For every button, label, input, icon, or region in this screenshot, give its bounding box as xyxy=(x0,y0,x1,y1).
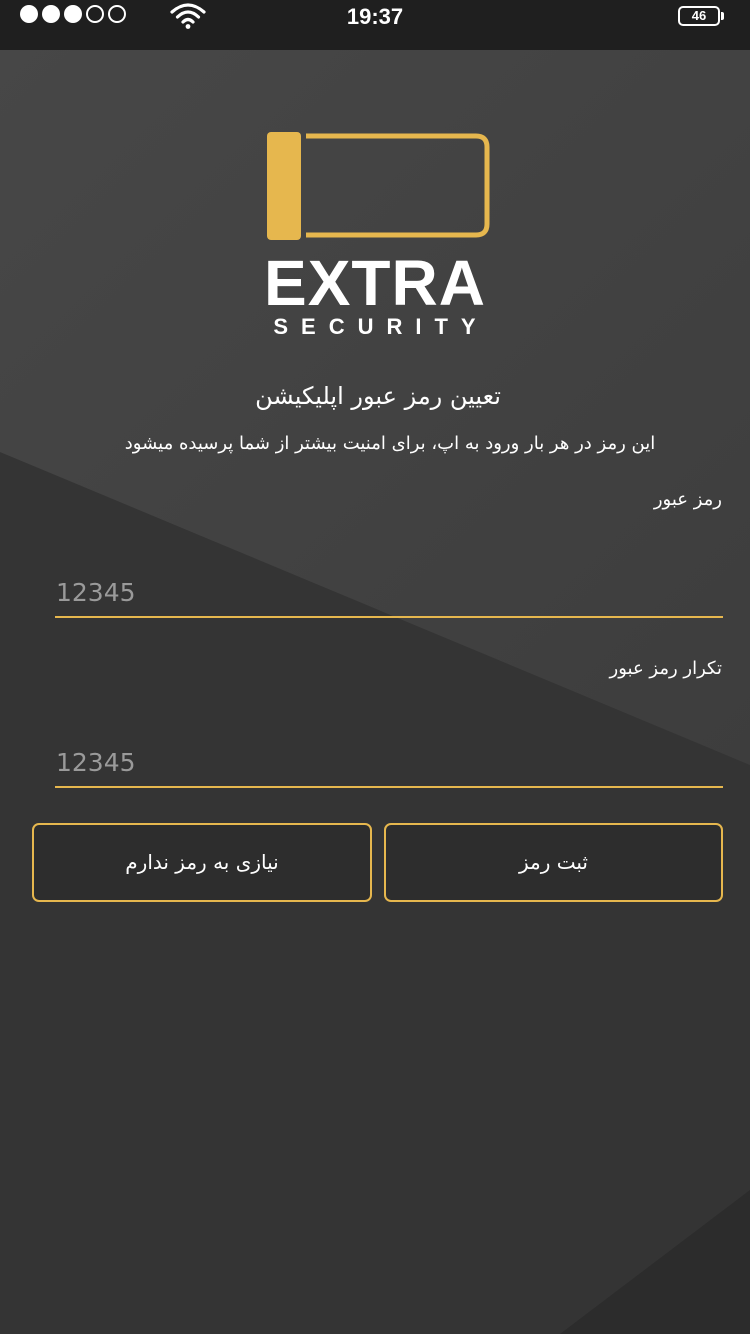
battery-tip xyxy=(721,12,724,20)
status-bar xyxy=(0,0,750,50)
password-label: رمز عبور xyxy=(653,489,722,510)
status-time: 19:37 xyxy=(346,4,404,29)
page-title: تعیین رمز عبور اپلیکیشن xyxy=(255,382,501,410)
battery-icon: 46 xyxy=(678,6,720,26)
confirm-password-input[interactable] xyxy=(55,738,723,788)
page-description: این رمز در هر بار ورود به اپ، برای امنیت بیشتر از شما پرسیده میشود xyxy=(124,433,656,454)
logo-subtitle: SECURITY xyxy=(273,314,489,339)
key-card-icon xyxy=(266,132,492,242)
save-password-button[interactable]: ثبت رمز xyxy=(384,823,723,902)
confirm-password-label: تکرار رمز عبور xyxy=(609,658,722,679)
password-input[interactable] xyxy=(55,568,723,618)
skip-password-button[interactable]: نیازی به رمز ندارم xyxy=(32,823,372,902)
logo-wordmark: EXTRA xyxy=(264,247,486,319)
